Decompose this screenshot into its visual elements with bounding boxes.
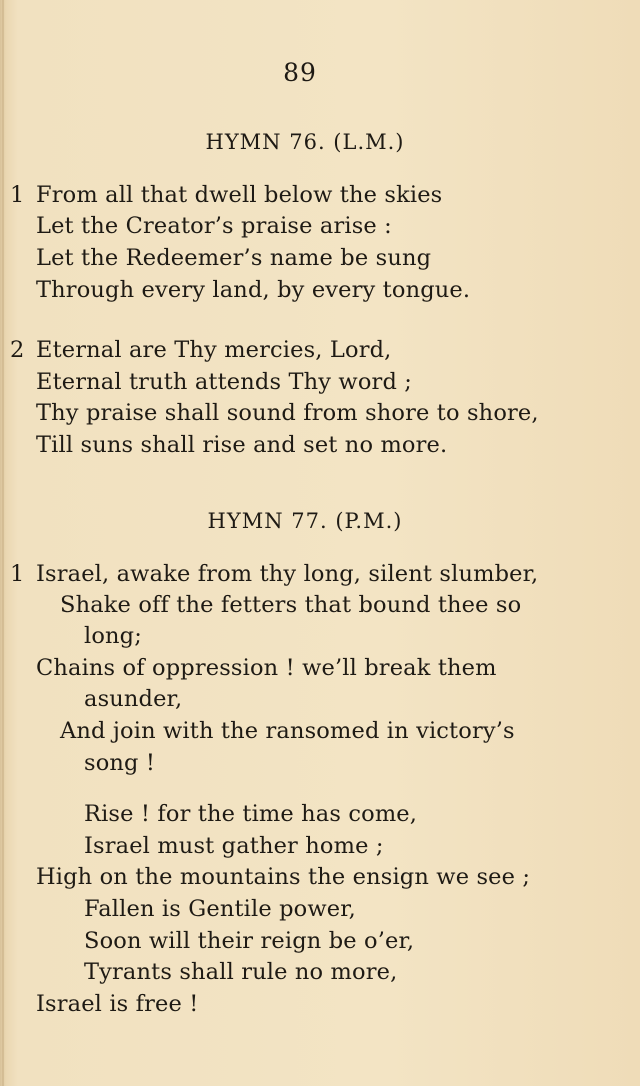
hymn-line: asunder, <box>84 686 183 712</box>
hymn-76-title: HYMN 76. (L.M.) <box>205 130 405 154</box>
hymn-line: Shake off the fetters that bound thee so <box>60 592 522 618</box>
hymn-line: Till suns shall rise and set no more. <box>36 432 448 458</box>
hymn-77-title: HYMN 77. (P.M.) <box>207 509 403 533</box>
verse-number: 1 <box>10 182 25 208</box>
hymn-line: Let the Redeemer’s name be sung <box>36 245 432 271</box>
hymn-line: Thy praise shall sound from shore to shore, <box>36 400 539 426</box>
hymn-line: And join with the ransomed in victory’s <box>60 718 515 744</box>
hymn-line: long; <box>84 623 142 649</box>
page-number: 89 <box>283 58 317 87</box>
chorus-line: Fallen is Gentile power, <box>84 896 356 922</box>
hymn-line: Eternal truth attends Thy word ; <box>36 369 413 395</box>
chorus-line: Israel must gather home ; <box>84 833 384 859</box>
chorus-line: Rise ! for the time has come, <box>84 801 418 827</box>
hymn-line: Through every land, by every tongue. <box>36 277 471 303</box>
hymn-line: song ! <box>84 750 156 776</box>
chorus-line: Tyrants shall rule no more, <box>84 959 398 985</box>
binding-gutter <box>2 0 4 1086</box>
hymn-line: Let the Creator’s praise arise : <box>36 213 392 239</box>
hymn-line: Chains of oppression ! we’ll break them <box>36 655 497 681</box>
chorus-line: Israel is free ! <box>36 991 199 1017</box>
hymn-line: Israel, awake from thy long, silent slumber, <box>36 561 539 587</box>
verse-number: 1 <box>10 561 25 587</box>
verse-number: 2 <box>10 337 25 363</box>
hymn-line: Eternal are Thy mercies, Lord, <box>36 337 392 363</box>
hymn-line: From all that dwell below the skies <box>36 182 443 208</box>
chorus-line: High on the mountains the ensign we see ; <box>36 864 531 890</box>
chorus-line: Soon will their reign be o’er, <box>84 928 415 954</box>
